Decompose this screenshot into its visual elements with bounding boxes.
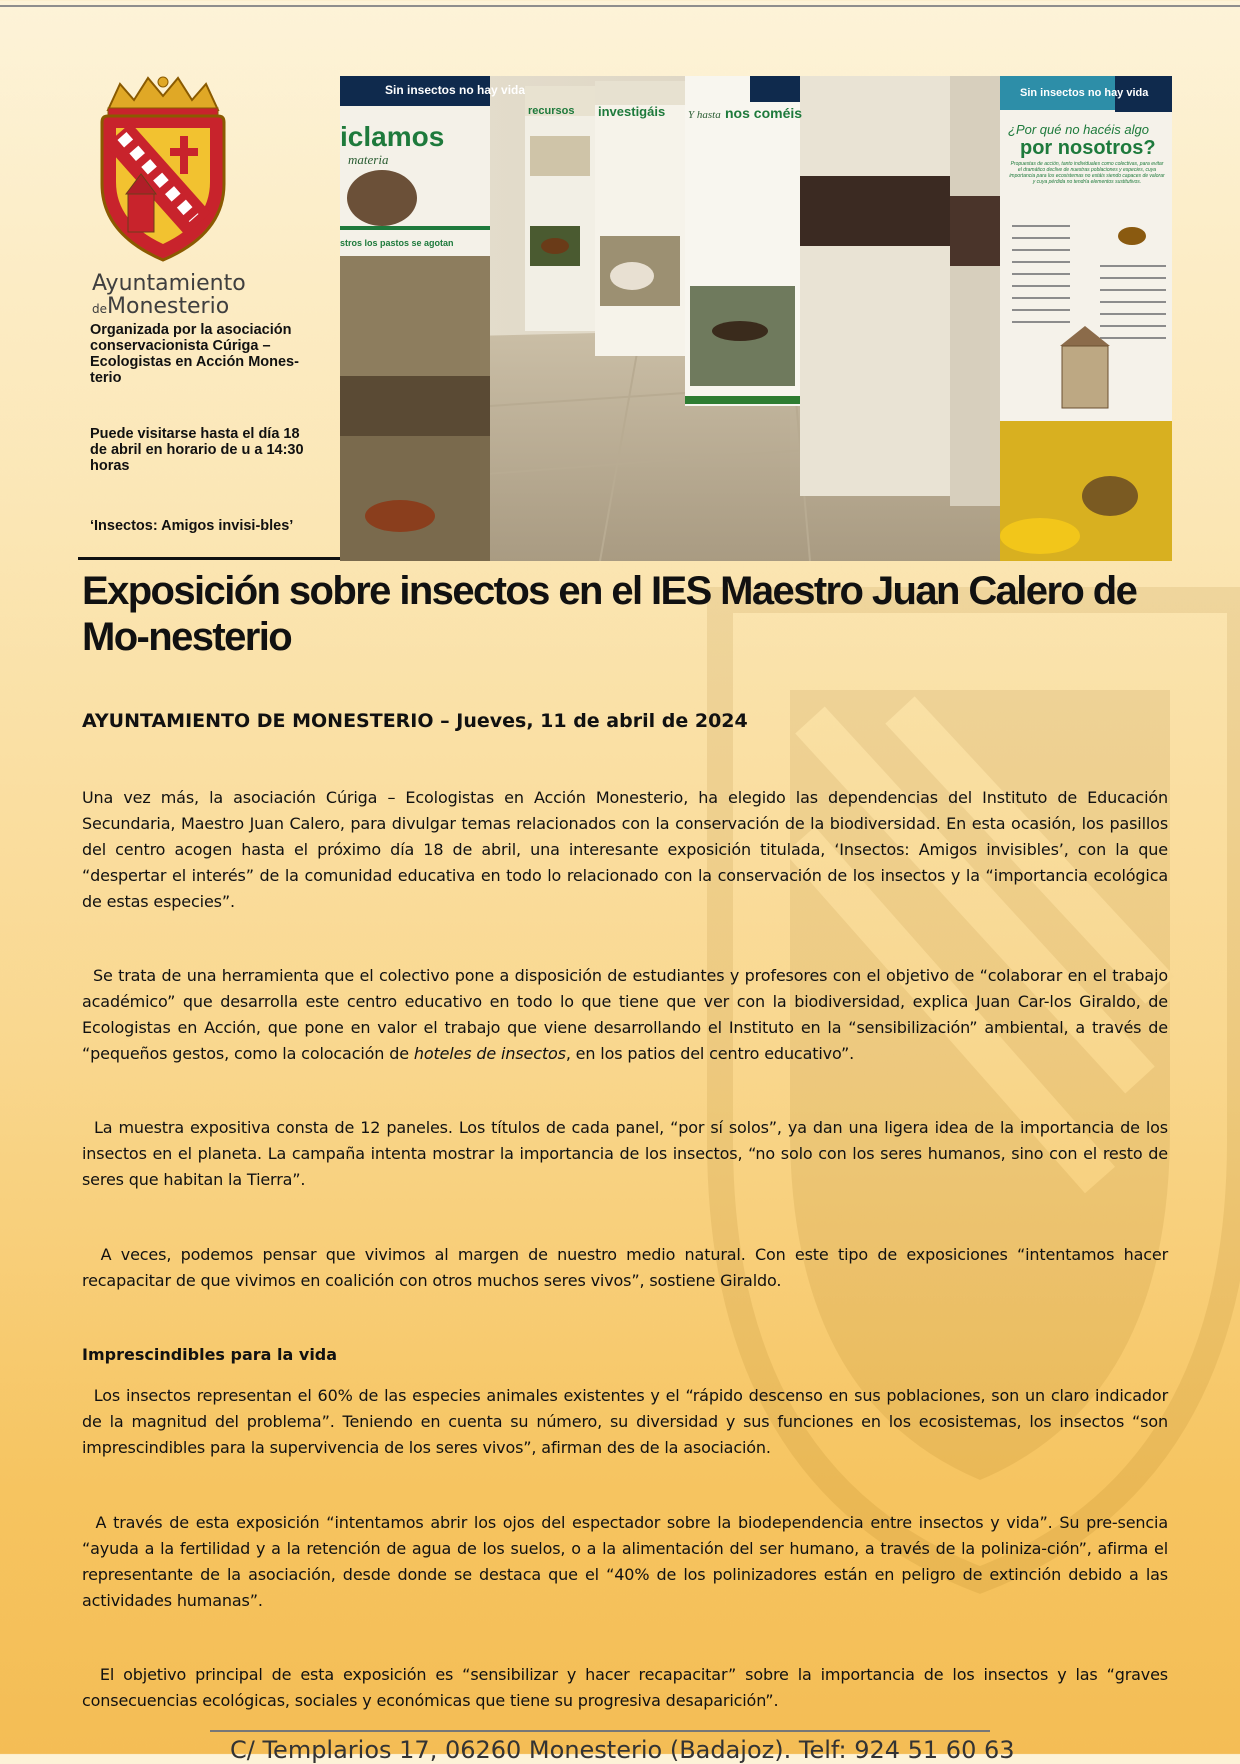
footer-rule [210, 1730, 990, 1732]
paragraph-4-text: A veces, podemos pensar que vivimos al margen de nuestro medio natural. Con este tipo de exposiciones “intentamos hacer recapacitar de que vivimos en coalición con otros muchos seres vivos”, sostiene Giraldo. [82, 1245, 1168, 1290]
paragraph-2-text-a: Se trata de una herramienta que el colectivo pone a disposición de estudiantes y profesores con el objetivo de “colaborar en el trabajo académico” que desarrolla este centro educativo en todo lo que tiene que ver con la biodiversidad, explica Juan Car-los Giraldo, de Ecologistas en Acción, que pone en valor el trabajo que viene desarrollando el Instituto en la “sensibilización” ambiental, a través de “pequeños gestos, como la colocación de [82, 966, 1169, 1063]
panel1-banner: Sin insectos no hay vida [385, 83, 526, 97]
paragraph-7 [82, 1662, 1168, 1714]
paragraph-6-text: A través de esta exposición “intentamos abrir los ojos del espectador sobre la biodependencia entre insectos y vida”. Su pre-sencia “ayuda a la fertilidad y a la retención de agua de los suelos, o a la alimentación del ser humano, a través de la poliniza-ción”, afirma el representante de la asociación, desde donde se destaca que el “40% de los polinizadores están en peligro de extinción debido a las actividades humanas”. [82, 1513, 1169, 1610]
panel5-intro: Propuestas de acción, tanto individuales como colectivas, para evitar el dramático declive de nuestras poblaciones y especies, cuya importancia para los ecosistemas no estáis siendo capaces de valorar y cuya pérdida no tendría elementos sustitutivos. [1009, 161, 1165, 185]
paragraph-2-text-b: , en los patios del centro educativo”. [565, 1044, 855, 1063]
panel5-question-2: por nosotros? [1020, 137, 1156, 159]
panel4-big: nos coméis [725, 105, 803, 121]
panel1-strip: stros los pastos se agotan [340, 238, 454, 248]
logo-line-2 [92, 295, 246, 321]
sidebar-exhibit-title: ‘Insectos: Amigos invisi-bles’ [90, 518, 294, 534]
paragraph-7-text: El objetivo principal de esta exposición es “sensibilizar y hacer recapacitar” sobre la importancia de los insectos y las “graves consecuencias ecológicas, sociales y económicas que tiene su progresiva desaparición”. [82, 1665, 1168, 1710]
paragraph-2 [82, 963, 1168, 1067]
panel5-question-1: ¿Por qué no hacéis algo [1008, 122, 1149, 137]
paragraph-3-text: La muestra expositiva consta de 12 paneles. Los títulos de cada panel, “por sí solos”, ya dan una ligera idea de la importancia de los insectos en el planeta. La campaña intenta mostrar la importancia de los insectos, “no solo con los seres humanos, sino con el resto de seres que habitan la Tierra”. [82, 1118, 1168, 1189]
sidebar-rule [78, 557, 340, 560]
panel5-banner: Sin insectos no hay vida [1020, 87, 1149, 99]
paragraph-4 [82, 1242, 1168, 1294]
paragraph-5 [82, 1383, 1168, 1461]
footer-address: C/ Templarios 17, 06260 Monesterio (Badajoz). Telf: 924 51 60 63 [230, 1736, 1015, 1764]
paragraph-1: Una vez más, la asociación Cúriga – Ecologistas en Acción Monesterio, ha elegido las dependencias del Instituto de Educación Secundaria, Maestro Juan Calero, para divulgar temas relacionados con la conservación de la biodiversidad. En esta ocasión, los pasillos del centro acogen hasta el próximo día 18 de abril, una interesante exposición titulada, ‘Insectos: Amigos invisibles’, con la que “despertar el interés” de la comunidad educativa en todo lo relacionado con la conservación de los insectos y la “importancia ecológica de estas especies”. [82, 788, 1168, 911]
panel1-subtitle: materia [348, 152, 389, 167]
paragraph-6 [82, 1510, 1168, 1614]
paragraph-3 [82, 1115, 1168, 1193]
panel2-title: recursos [528, 105, 575, 117]
logo-text [92, 272, 246, 321]
sidebar-organizer: Organizada por la asociación conservacionista Cúriga – Ecologistas en Acción Mones-terio [90, 322, 299, 386]
municipal-crest-logo [88, 74, 238, 264]
logo-line-1: Ayuntamiento [92, 271, 246, 296]
panel3-title: investigáis [598, 104, 666, 119]
exhibition-photo [340, 76, 1172, 561]
logo-line-2-prefix: de [92, 302, 107, 316]
section-subheading: Imprescindibles para la vida [82, 1345, 338, 1364]
article-dateline: AYUNTAMIENTO DE MONESTERIO – Jueves, 11 de abril de 2024 [82, 710, 748, 732]
top-rule [0, 5, 1240, 7]
paragraph-2-emphasis: hoteles de insectos [413, 1044, 566, 1063]
sidebar-visit-hours: Puede visitarse hasta el día 18 de abril en horario de u a 14:30 horas [90, 426, 304, 474]
panel1-big-title: iclamos [340, 121, 445, 152]
logo-line-2-name: Monesterio [107, 294, 230, 319]
paragraph-5-text: Los insectos representan el 60% de las especies animales existentes y el “rápido descenso en sus poblaciones, son un claro indicador de la magnitud del problema”. Teniendo en cuenta su número, su diversidad y sus funciones en los ecosistemas, los insectos “son imprescindibles para la supervivencia de los seres vivos”, afirman des de la asociación. [82, 1386, 1168, 1457]
panel4-small: Y hasta [688, 109, 721, 121]
article-headline: Exposición sobre insectos en el IES Maestro Juan Calero de Mo-nesterio [82, 569, 1137, 659]
